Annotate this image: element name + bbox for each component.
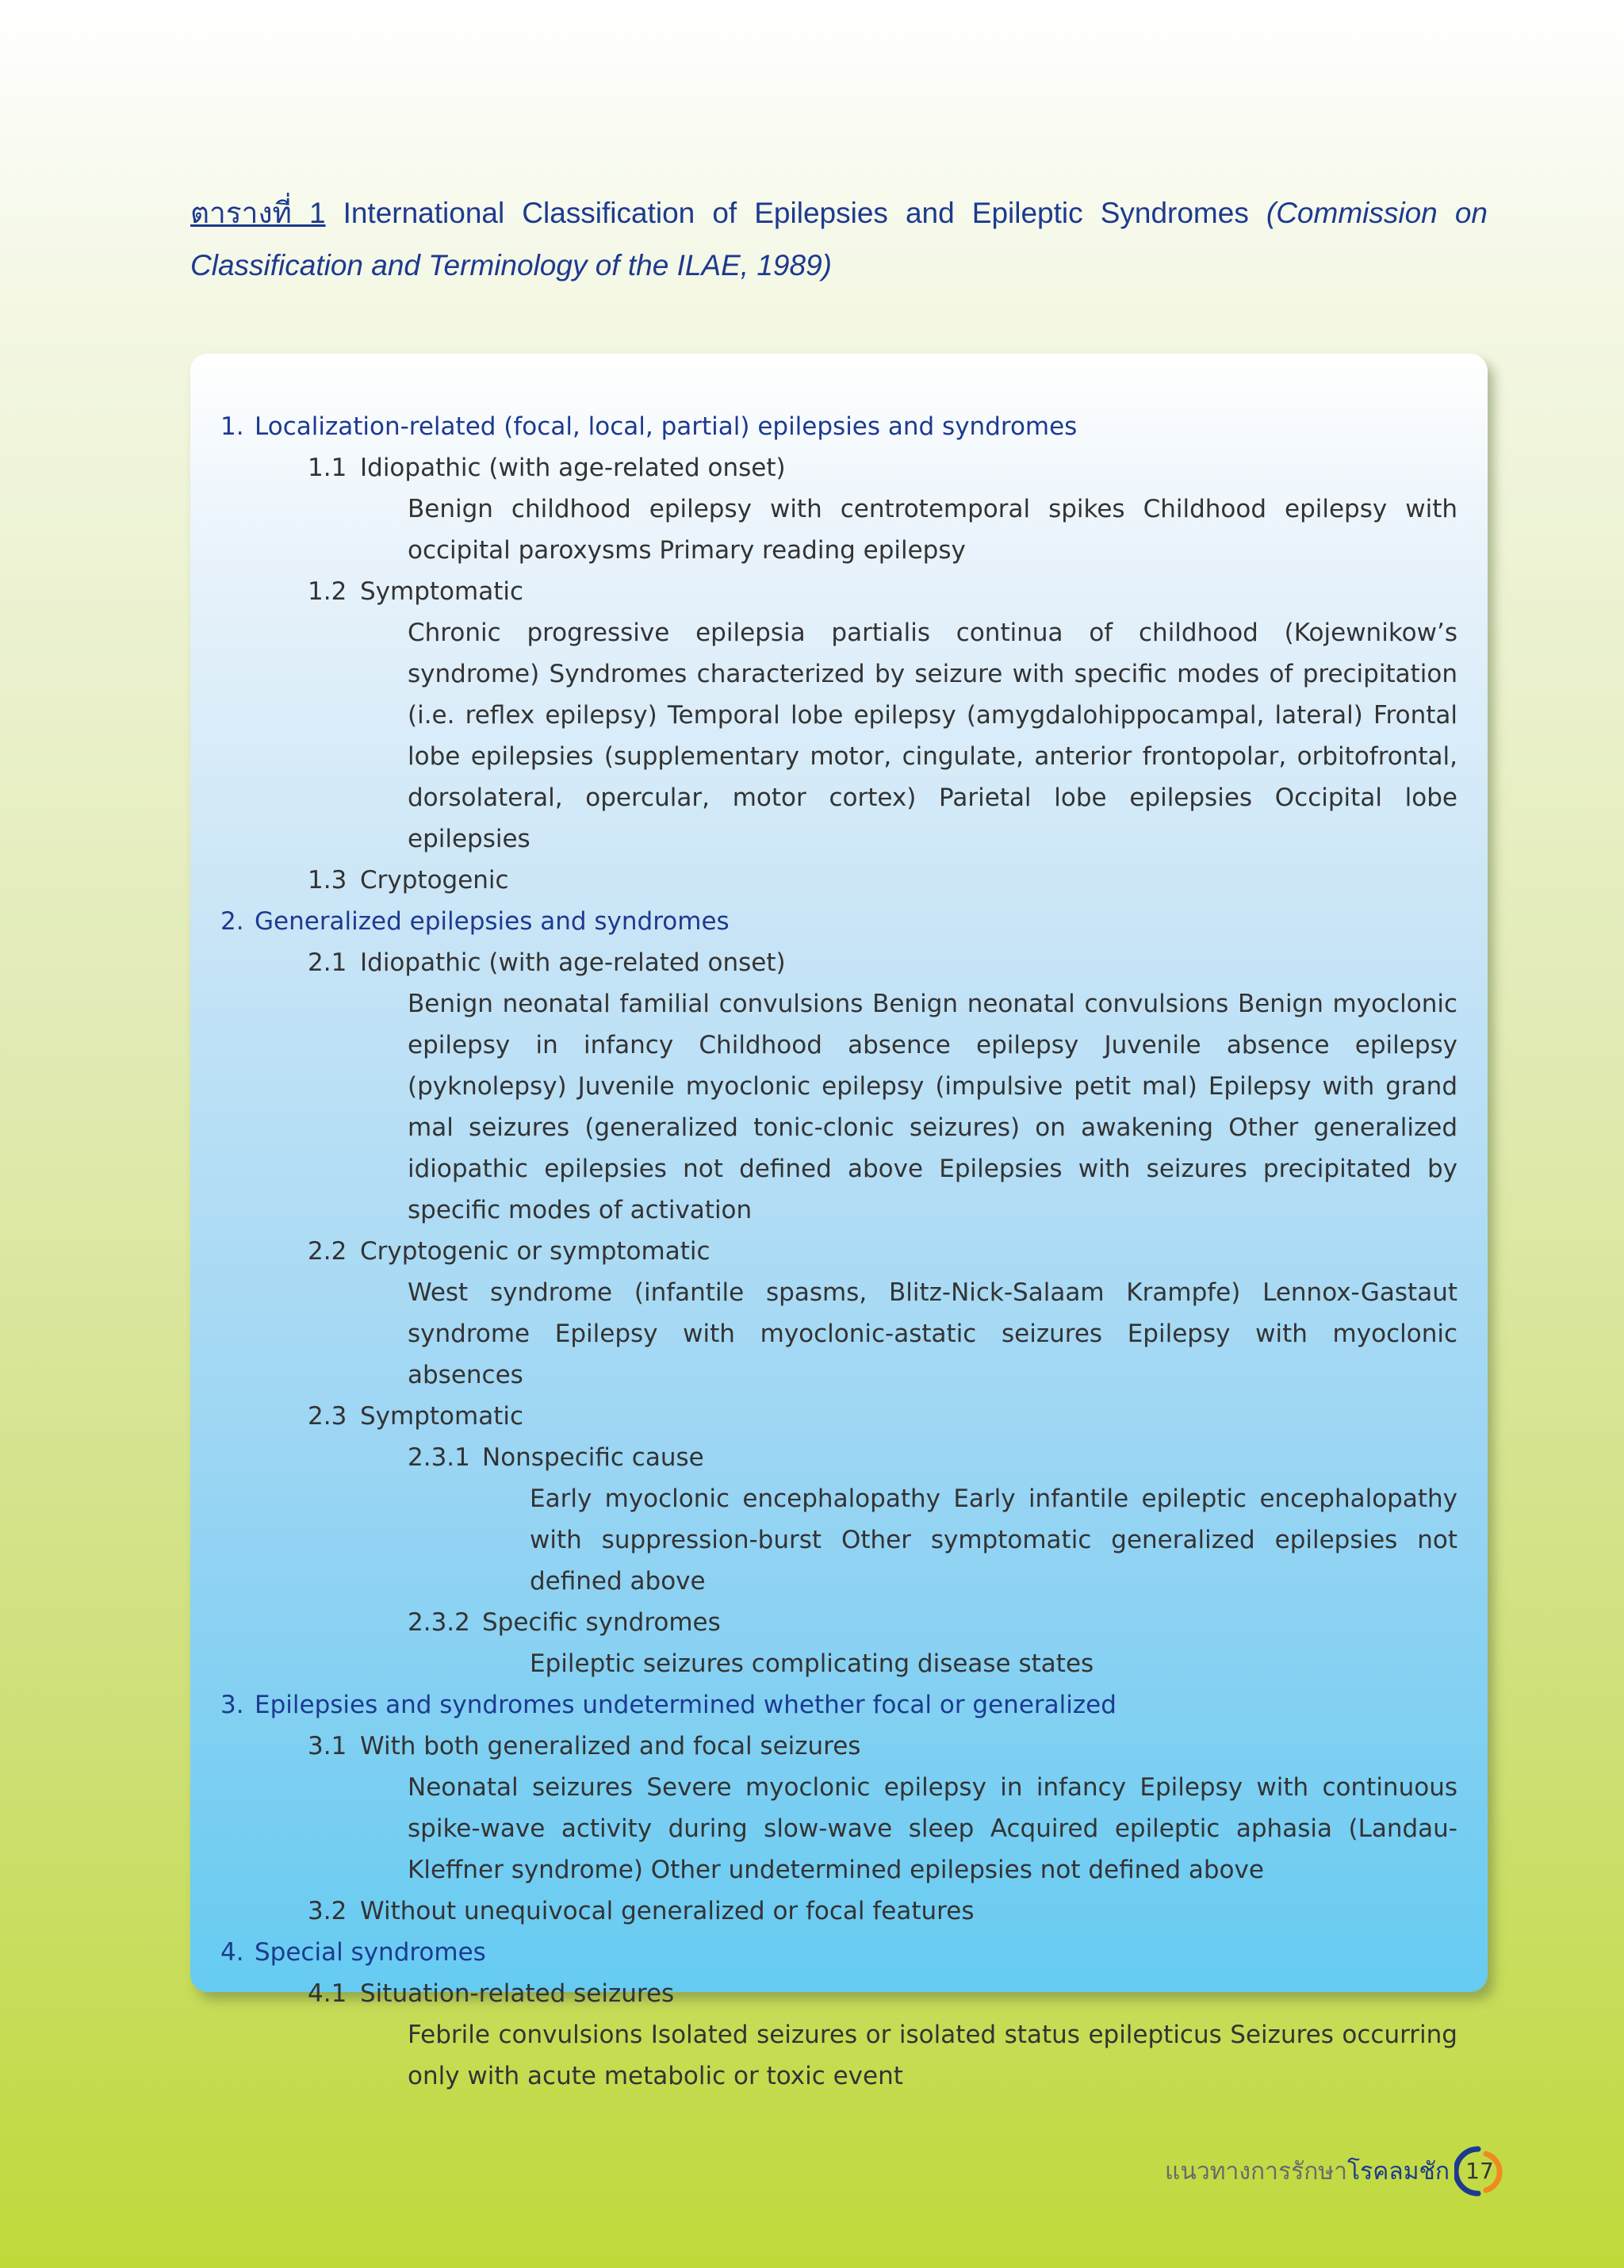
section-number: 4.	[220, 1938, 244, 1967]
subsection-title: Idiopathic (with age-related onset)	[360, 948, 786, 977]
subsection-title: Cryptogenic	[360, 866, 509, 895]
section-number: 2.	[220, 907, 244, 936]
subsection-number: 3.2	[308, 1897, 347, 1925]
subsection-heading	[220, 942, 1457, 983]
footer-book-title: แนวทางการรักษา	[1165, 2157, 1348, 2186]
page-number: 17	[1465, 2158, 1494, 2184]
subsection-heading	[220, 1726, 1457, 1767]
subsection-heading	[220, 860, 1457, 901]
subsection-title: Symptomatic	[360, 577, 524, 606]
subsection-heading	[220, 1396, 1457, 1437]
section-title: Localization-related (focal, local, partial) epilepsies and syndromes	[255, 412, 1078, 441]
subsection-title: Idiopathic (with age-related onset)	[360, 454, 786, 482]
subsection-heading	[220, 1231, 1457, 1272]
subsection-title: Situation-related seizures	[360, 1979, 675, 2008]
subsection-number: 2.2	[308, 1237, 347, 1266]
item-number: 2.3.2	[408, 1608, 470, 1637]
subsection-heading	[220, 447, 1457, 488]
classification-panel	[190, 354, 1488, 2090]
section-title: Generalized epilepsies and syndromes	[255, 907, 730, 936]
subsection-body: Benign neonatal familial convulsions Benign neonatal convulsions Benign myoclonic epilepsy in infancy Childhood absence epilepsy Juvenile absence epilepsy (pyknolepsy) Juvenile myoclonic epilepsy (impulsive petit mal) Epilepsy with grand mal seizures (generalized tonic-clonic seizures) on awakening Other generalized idiopathic epilepsies not defined above Epilepsies with seizures precipitated by specific modes of activation	[408, 990, 1457, 1224]
item-heading	[220, 1602, 1457, 1643]
item-body: Epileptic seizures complicating disease states	[530, 1649, 1094, 1678]
section-number: 1.	[220, 412, 244, 441]
section-heading	[220, 901, 1457, 942]
item-heading	[220, 1437, 1457, 1478]
subsection-body: Neonatal seizures Severe myoclonic epilepsy in infancy Epilepsy with continuous spike-wave activity during slow-wave sleep Acquired epileptic aphasia (Landau-Kleffner syndrome) Other undetermined epilepsies not defined above	[408, 1773, 1457, 1884]
subsection-number: 2.1	[308, 948, 347, 977]
section-title: Epilepsies and syndromes undetermined whether focal or generalized	[255, 1691, 1116, 1719]
subsection-number: 4.1	[308, 1979, 347, 2008]
item-number: 2.3.1	[408, 1443, 470, 1472]
subsection-heading	[220, 571, 1457, 612]
subsection-title: Cryptogenic or symptomatic	[360, 1237, 710, 1266]
item-body: Early myoclonic encephalopathy Early infantile epileptic encephalopathy with suppression-burst Other symptomatic generalized epilepsies not defined above	[530, 1485, 1457, 1596]
subsection-body: West syndrome (infantile spasms, Blitz-Nick-Salaam Krampfe) Lennox-Gastaut syndrome Epilepsy with myoclonic-astatic seizures Epilepsy with myoclonic absences	[408, 1278, 1457, 1389]
table-number: ตารางที่ 1	[190, 197, 326, 229]
page-footer	[1165, 2146, 1505, 2197]
section-title: Special syndromes	[255, 1938, 486, 1967]
subsection-heading	[220, 1973, 1457, 2014]
table-caption	[190, 187, 1488, 292]
section-heading	[220, 406, 1457, 447]
subsection-title: Symptomatic	[360, 1402, 524, 1431]
footer-book-subject: โรคลมชัก	[1347, 2157, 1450, 2186]
subsection-number: 1.1	[308, 454, 347, 482]
table-title: International Classification of Epilepsies and Epileptic Syndromes	[343, 197, 1266, 229]
section-heading	[220, 1932, 1457, 1973]
subsection-heading	[220, 1891, 1457, 1932]
subsection-number: 1.2	[308, 577, 347, 606]
subsection-body: Chronic progressive epilepsia partialis continua of childhood (Kojewnikow’s syndrome) Syndromes characterized by seizure with specific modes of precipitation (i.e. reflex epilepsy) Temporal lobe epilepsy (amygdalohippocampal, lateral) Frontal lobe epilepsies (supplementary motor, cingulate, anterior frontopolar, orbitofrontal, dorsolateral, opercular, motor cortex) Parietal lobe epilepsies Occipital lobe epilepsies	[408, 619, 1457, 853]
page-number-badge	[1454, 2146, 1505, 2197]
section-heading	[220, 1684, 1457, 1726]
subsection-number: 2.3	[308, 1402, 347, 1431]
subsection-body: Benign childhood epilepsy with centrotemporal spikes Childhood epilepsy with occipital paroxysms Primary reading epilepsy	[408, 495, 1457, 565]
subsection-number: 1.3	[308, 866, 347, 895]
subsection-number: 3.1	[308, 1732, 347, 1760]
subsection-title: With both generalized and focal seizures	[360, 1732, 861, 1760]
table-citation: (Commission on Classification and Terminology of the ILAE, 1989)	[190, 197, 1488, 282]
classification-list	[220, 406, 1457, 2097]
item-title: Nonspecific cause	[482, 1443, 704, 1472]
section-number: 3.	[220, 1691, 244, 1719]
subsection-body: Febrile convulsions Isolated seizures or isolated status epilepticus Seizures occurring only with acute metabolic or toxic event	[408, 2021, 1457, 2090]
item-title: Specific syndromes	[482, 1608, 721, 1637]
subsection-title: Without unequivocal generalized or focal features	[360, 1897, 975, 1925]
